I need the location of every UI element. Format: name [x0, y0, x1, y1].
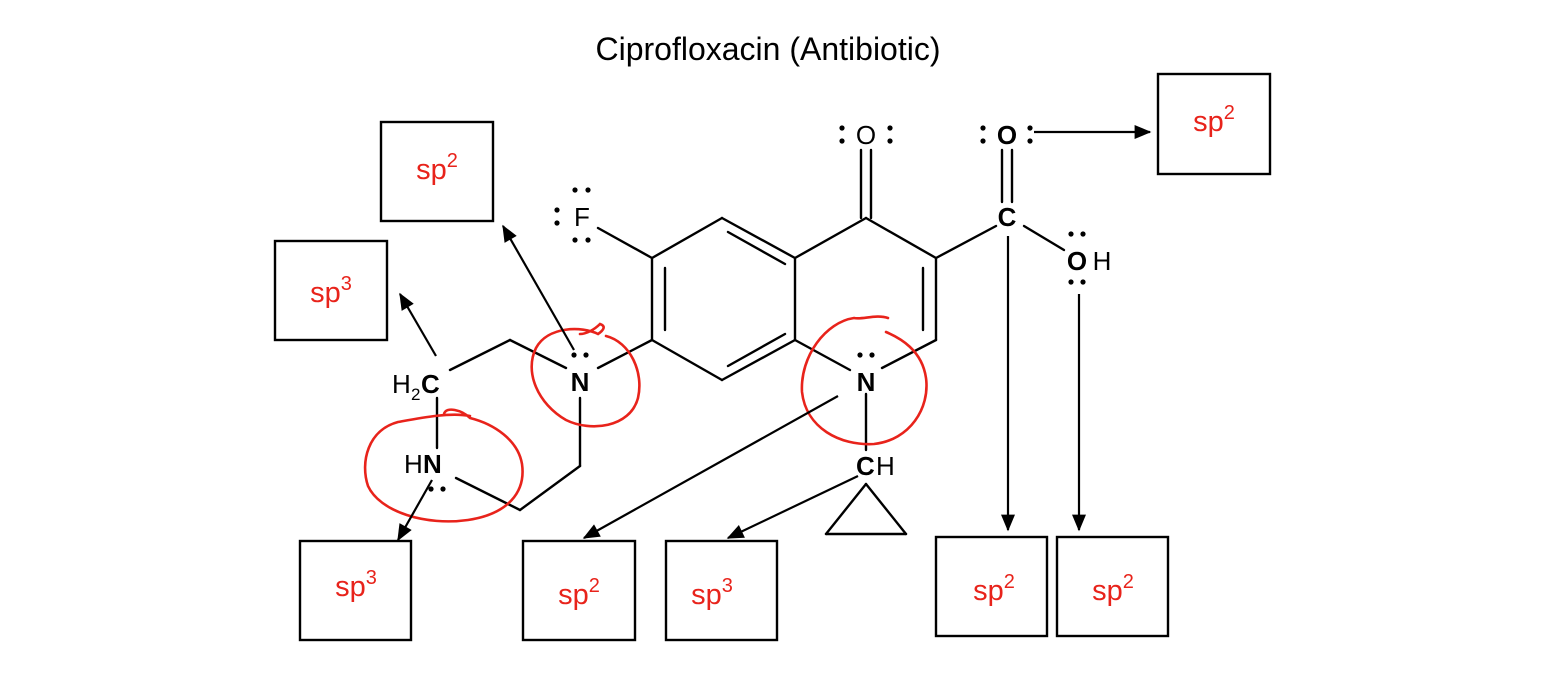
diagram-title: Ciprofloxacin (Antibiotic)	[595, 31, 941, 67]
carboxyl-carbon: C	[997, 202, 1017, 232]
svg-text:H: H	[876, 451, 895, 481]
methylene-group	[392, 369, 440, 404]
label-box-amine-n	[300, 541, 411, 640]
svg-text:sp2: $sp^2$	[973, 571, 1015, 607]
svg-text:N: N	[570, 367, 590, 397]
svg-text:H: H	[392, 369, 411, 399]
amine-nh	[404, 449, 446, 492]
hydroxyl-group	[1067, 231, 1112, 284]
label-box-piperazine-n	[381, 122, 493, 221]
svg-text:F: F	[574, 202, 590, 232]
svg-text:N: N	[856, 367, 876, 397]
carbonyl-oxygen	[839, 120, 892, 150]
ring-nitrogen	[857, 352, 876, 397]
label-box-hydroxyl-oxygen	[1057, 537, 1168, 636]
svg-text:sp2: $sp^2$	[1193, 102, 1235, 138]
svg-text:C: C	[421, 369, 440, 399]
label-box-acid-oxygen	[1158, 74, 1270, 174]
label-box-cyclopropyl-ch	[666, 541, 777, 640]
svg-text:O: O	[996, 120, 1018, 150]
annotation-arrows	[398, 132, 1150, 540]
svg-text:O: O	[1066, 246, 1088, 276]
svg-text:sp2: $sp^2$	[558, 575, 600, 611]
cyclopropyl-ch	[856, 451, 895, 481]
svg-text:sp3: $sp^3$	[335, 567, 377, 603]
bond-skeleton	[437, 150, 1064, 534]
label-box-methylene	[275, 241, 387, 340]
svg-text:sp2: $sp^2$	[1092, 571, 1134, 607]
label-box-ring-n	[523, 541, 635, 640]
svg-text:sp3: $sp^3$	[310, 273, 352, 309]
label-box-carboxyl-carbon	[936, 537, 1047, 636]
piperazine-nitrogen	[571, 352, 590, 397]
svg-text:sp3: $sp^3$	[691, 575, 733, 611]
svg-text:2: 2	[411, 385, 421, 404]
highlight-circle-amine-n	[365, 410, 522, 522]
svg-text:H: H	[1092, 246, 1112, 276]
fluorine-atom	[554, 187, 590, 242]
svg-text:sp2: $sp^2$	[416, 150, 458, 186]
acid-oxygen	[980, 120, 1032, 150]
svg-text:H: H	[404, 449, 423, 479]
svg-text:C: C	[856, 451, 875, 481]
svg-text:O: O	[855, 120, 877, 150]
svg-text:N: N	[423, 449, 442, 479]
